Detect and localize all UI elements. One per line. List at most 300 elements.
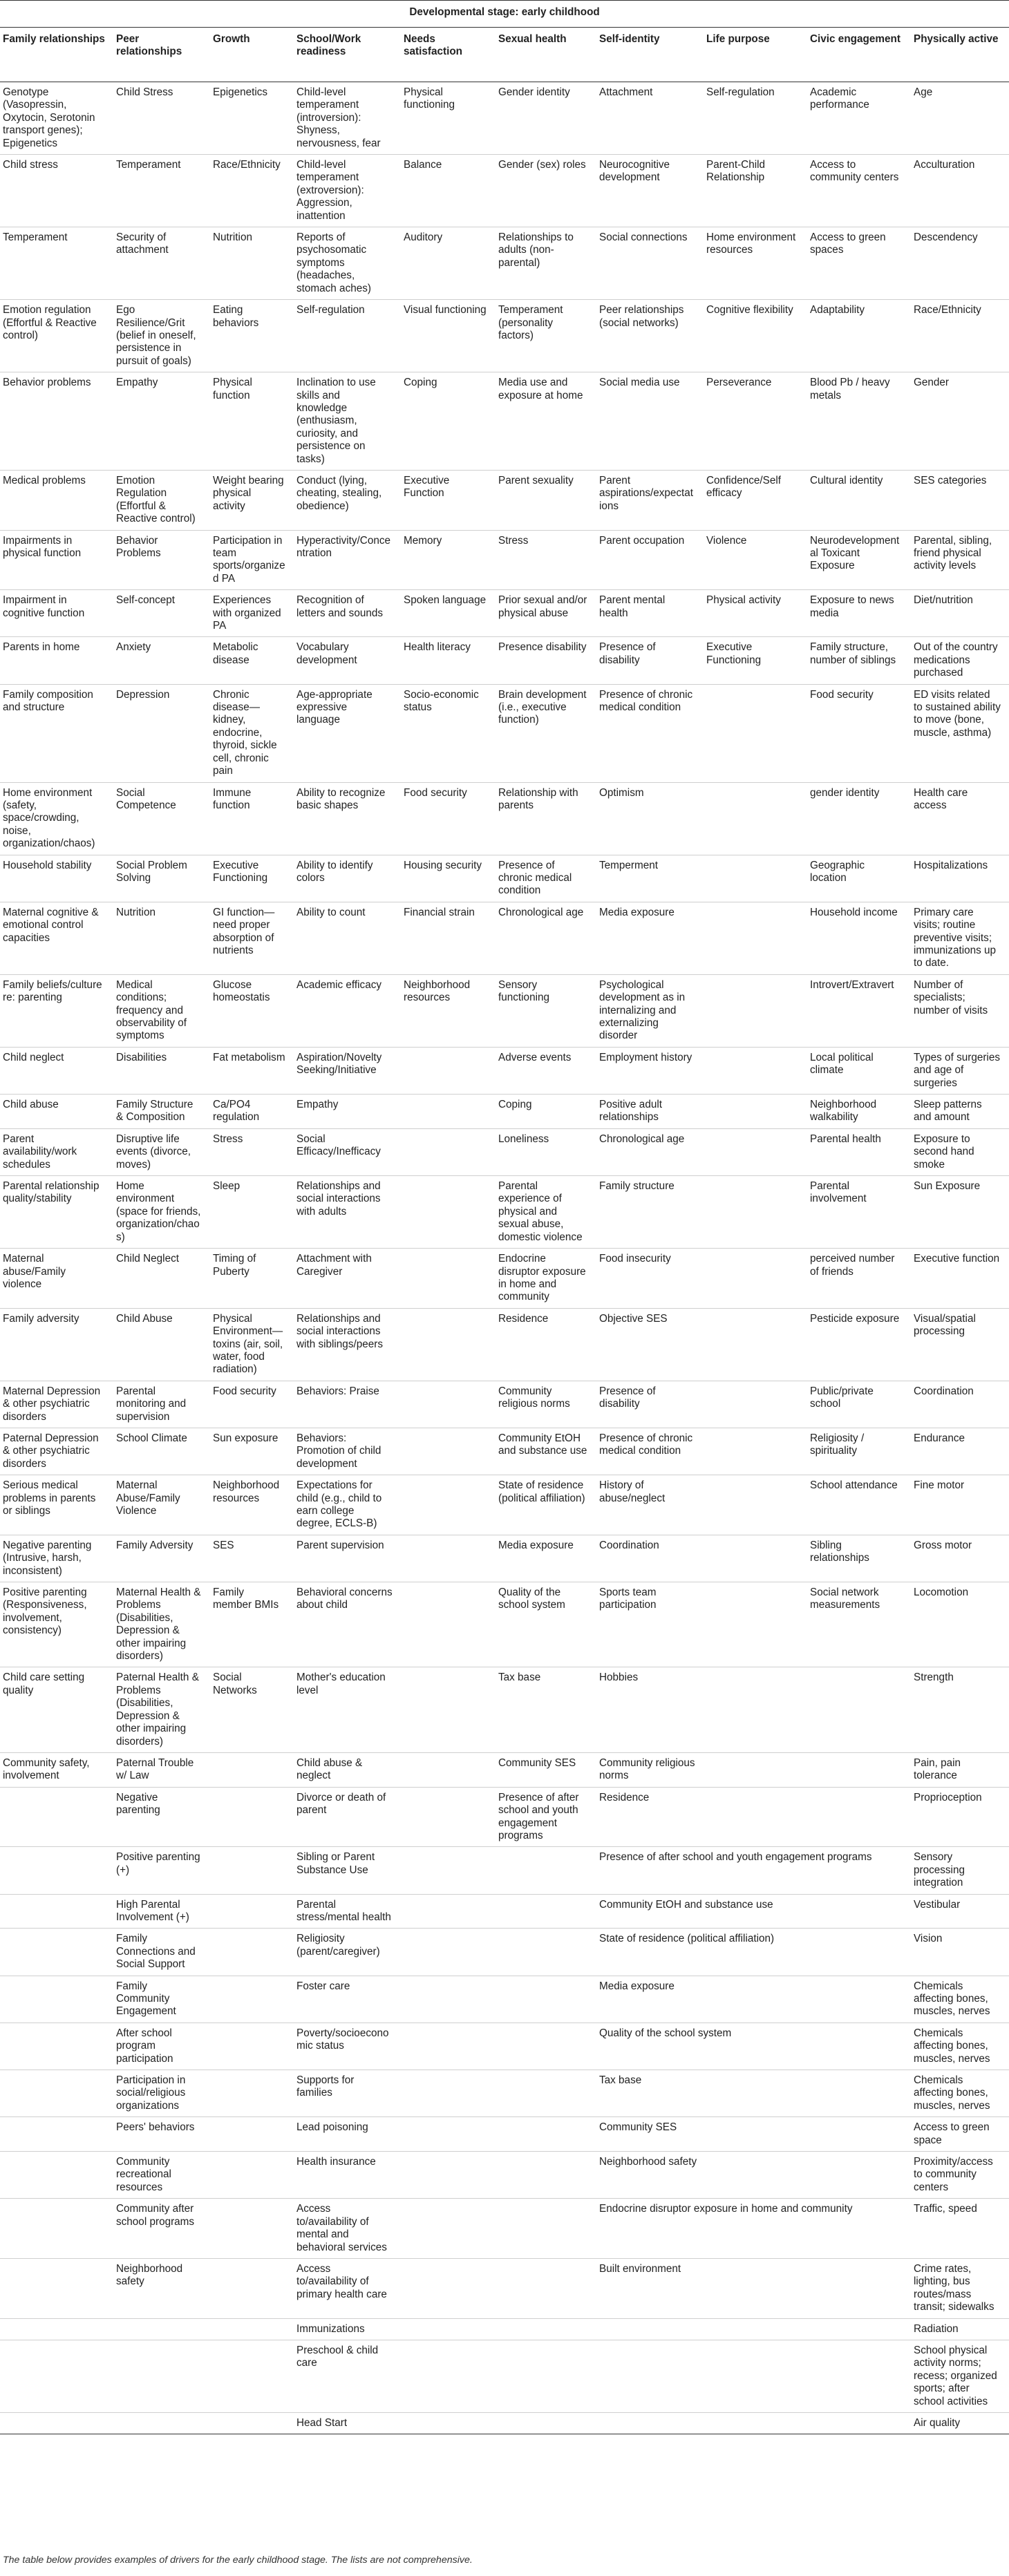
table-cell	[496, 1847, 596, 1894]
table-cell: Nutrition	[210, 227, 294, 300]
table-row	[0, 2023, 1009, 2070]
table-cell: gender identity	[807, 782, 911, 855]
table-cell: Ability to identify colors	[294, 855, 401, 902]
table-cell: Religiosity / spirituality	[807, 1428, 911, 1475]
table-cell: Peers' behaviors	[113, 2117, 210, 2152]
table-cell	[210, 1847, 294, 1894]
table-cell: Quality of the school system	[496, 1582, 596, 1667]
table-row	[0, 300, 1009, 372]
table-cell: Executive Functioning	[210, 855, 294, 902]
table-row	[0, 1428, 1009, 1475]
table-cell	[704, 1095, 807, 1129]
table-cell: Family structure, number of siblings	[807, 637, 911, 684]
table-cell	[113, 2340, 210, 2412]
table-cell: Media use and exposure at home	[496, 372, 596, 471]
table-cell: Optimism	[596, 782, 704, 855]
table-cell: Glucose homeostatis	[210, 974, 294, 1047]
table-cell	[210, 2070, 294, 2117]
table-cell: Metabolic disease	[210, 637, 294, 684]
table-cell: Physical activity	[704, 590, 807, 637]
table-cell: Crime rates, lighting, bus routes/mass transit; sidewalks	[911, 2258, 1009, 2318]
table-cell: Behaviors: Promotion of child development	[294, 1428, 401, 1475]
table-cell: Balance	[401, 155, 496, 227]
table-cell	[704, 1428, 807, 1475]
table-cell	[704, 1308, 807, 1381]
table-cell: Strength	[911, 1667, 1009, 1752]
table-cell: Endocrine disruptor exposure in home and community	[596, 2199, 911, 2259]
table-cell: Reports of psychosomatic symptoms (headaches, stomach aches)	[294, 227, 401, 300]
table-row	[0, 2117, 1009, 2152]
table-cell: Executive Function	[401, 470, 496, 530]
table-row	[0, 1128, 1009, 1175]
table-cell: Vocabulary development	[294, 637, 401, 684]
table-cell: Eating behaviors	[210, 300, 294, 372]
table-row	[0, 1976, 1009, 2023]
table-cell: Community recreational resources	[113, 2152, 210, 2199]
table-cell: Physical functioning	[401, 82, 496, 155]
table-cell: Sleep	[210, 1176, 294, 1249]
table-cell: Media exposure	[496, 1535, 596, 1582]
table-cell: Stress	[496, 530, 596, 590]
table-cell: Parental health	[807, 1128, 911, 1175]
table-cell: Physical function	[210, 372, 294, 471]
table-cell: Vision	[911, 1929, 1009, 1976]
table-cell: Age-appropriate expressive language	[294, 684, 401, 782]
table-cell: Presence of after school and youth engagement programs	[596, 1847, 911, 1894]
table-cell: Family structure	[596, 1176, 704, 1249]
column-header: Civic engagement	[807, 28, 911, 82]
table-row	[0, 1667, 1009, 1752]
table-cell: Disruptive life events (divorce, moves)	[113, 1128, 210, 1175]
table-cell: Hyperactivity/Concentration	[294, 530, 401, 590]
table-cell: Family adversity	[0, 1308, 113, 1381]
table-cell: Acculturation	[911, 155, 1009, 227]
table-cell	[401, 2070, 496, 2117]
table-cell: Gender identity	[496, 82, 596, 155]
table-cell: Sun Exposure	[911, 1176, 1009, 1249]
table-cell	[704, 1535, 807, 1582]
table-row	[0, 974, 1009, 1047]
table-cell: Hobbies	[596, 1667, 704, 1752]
table-cell: Recognition of letters and sounds	[294, 590, 401, 637]
table-cell	[210, 2258, 294, 2318]
table-cell: Parental, sibling, friend physical activity levels	[911, 530, 1009, 590]
table-cell	[704, 2318, 807, 2340]
table-cell: Coordination	[596, 1535, 704, 1582]
table-cell: Chemicals affecting bones, muscles, nerves	[911, 1976, 1009, 2023]
table-cell: Behavior problems	[0, 372, 113, 471]
table-cell: Negative parenting	[113, 1787, 210, 1847]
table-cell: Fine motor	[911, 1475, 1009, 1535]
table-cell: Empathy	[294, 1095, 401, 1129]
table-cell: Out of the country medications purchased	[911, 637, 1009, 684]
table-cell: Home environment (safety, space/crowding, noise, organization/chaos)	[0, 782, 113, 855]
table-cell	[807, 2340, 911, 2412]
table-cell: Parent supervision	[294, 1535, 401, 1582]
table-cell: Parent mental health	[596, 590, 704, 637]
table-cell: Foster care	[294, 1976, 401, 2023]
table-cell: Social Networks	[210, 1667, 294, 1752]
table-cell: Emotion Regulation (Effortful & Reactive control)	[113, 470, 210, 530]
table-cell: Self-regulation	[294, 300, 401, 372]
table-cell: Chemicals affecting bones, muscles, nerves	[911, 2023, 1009, 2070]
table-cell: Presence of disability	[596, 637, 704, 684]
table-cell: Community safety, involvement	[0, 1752, 113, 1787]
table-row	[0, 855, 1009, 902]
table-row	[0, 2070, 1009, 2117]
table-cell: Community EtOH and substance use	[496, 1428, 596, 1475]
table-cell: Temperament	[0, 227, 113, 300]
table-cell	[0, 2258, 113, 2318]
table-cell: Gross motor	[911, 1535, 1009, 1582]
table-cell: High Parental Involvement (+)	[113, 1894, 210, 1929]
table-cell	[401, 1894, 496, 1929]
table-cell	[401, 1535, 496, 1582]
table-cell: Immunizations	[294, 2318, 401, 2340]
table-cell: Radiation	[911, 2318, 1009, 2340]
table-cell: Parent aspirations/expectations	[596, 470, 704, 530]
table-row	[0, 902, 1009, 974]
table-row	[0, 1249, 1009, 1309]
table-cell: Paternal Health & Problems (Disabilities, Depression & other impairing disorders)	[113, 1667, 210, 1752]
table-row	[0, 2199, 1009, 2259]
table-cell: Housing security	[401, 855, 496, 902]
table-cell	[0, 2023, 113, 2070]
column-header: Life purpose	[704, 28, 807, 82]
table-cell: Attachment	[596, 82, 704, 155]
table-cell: Presence of after school and youth engagement programs	[496, 1787, 596, 1847]
table-cell: Anxiety	[113, 637, 210, 684]
table-cell	[113, 2318, 210, 2340]
table-cell: Loneliness	[496, 1128, 596, 1175]
table-cell: Gender	[911, 372, 1009, 471]
table-cell: Parent sexuality	[496, 470, 596, 530]
table-cell	[807, 1752, 911, 1787]
table-cell: Neighborhood walkability	[807, 1095, 911, 1129]
table-cell	[0, 1976, 113, 2023]
table-cell: Community after school programs	[113, 2199, 210, 2259]
table-cell: SES	[210, 1535, 294, 1582]
table-cell	[704, 1667, 807, 1752]
table-row	[0, 2412, 1009, 2434]
table-cell: Auditory	[401, 227, 496, 300]
table-cell	[704, 782, 807, 855]
table-cell: Social Problem Solving	[113, 855, 210, 902]
table-cell	[401, 2412, 496, 2434]
table-cell	[210, 2023, 294, 2070]
table-cell: Positive adult relationships	[596, 1095, 704, 1129]
table-cell: Chronological age	[496, 902, 596, 974]
table-cell: Traffic, speed	[911, 2199, 1009, 2259]
table-cell	[704, 974, 807, 1047]
table-cell: Parent occupation	[596, 530, 704, 590]
table-cell: Family beliefs/culture re: parenting	[0, 974, 113, 1047]
table-cell: Sibling relationships	[807, 1535, 911, 1582]
table-cell	[401, 2199, 496, 2259]
table-cell: Medical problems	[0, 470, 113, 530]
table-cell: State of residence (political affiliation)	[496, 1475, 596, 1535]
table-row	[0, 1752, 1009, 1787]
table-cell: Social connections	[596, 227, 704, 300]
table-cell: Child-level temperament (introversion): Shyness, nervousness, fear	[294, 82, 401, 155]
table-row	[0, 1787, 1009, 1847]
table-cell: Temperament (personality factors)	[496, 300, 596, 372]
table-cell: Quality of the school system	[596, 2023, 911, 2070]
table-cell: Poverty/socioeconomic status	[294, 2023, 401, 2070]
table-cell: Inclination to use skills and knowledge (enthusiasm, curiosity, and persistence on tasks)	[294, 372, 401, 471]
table-cell	[0, 2199, 113, 2259]
table-row	[0, 2152, 1009, 2199]
table-cell: State of residence (political affiliation)	[596, 1929, 911, 1976]
table-cell: School physical activity norms; recess; organized sports; after school activities	[911, 2340, 1009, 2412]
table-cell	[704, 2340, 807, 2412]
table-cell: Introvert/Extravert	[807, 974, 911, 1047]
table-cell: Proximity/access to community centers	[911, 2152, 1009, 2199]
table-row	[0, 470, 1009, 530]
table-cell: Positive parenting (+)	[113, 1847, 210, 1894]
table-cell: Sensory functioning	[496, 974, 596, 1047]
table-cell: Family Community Engagement	[113, 1976, 210, 2023]
table-cell: Household stability	[0, 855, 113, 902]
table-cell: Timing of Puberty	[210, 1249, 294, 1309]
table-cell: Food security	[401, 782, 496, 855]
table-cell: Health care access	[911, 782, 1009, 855]
table-cell: Nutrition	[113, 902, 210, 974]
table-cell: Expectations for child (e.g., child to earn college degree, ECLS-B)	[294, 1475, 401, 1535]
table-cell: ED visits related to sustained ability to move (bone, muscle, asthma)	[911, 684, 1009, 782]
table-cell: Prior sexual and/or physical abuse	[496, 590, 596, 637]
table-cell: Participation in social/religious organizations	[113, 2070, 210, 2117]
table-cell	[0, 2152, 113, 2199]
table-cell: Memory	[401, 530, 496, 590]
table-cell: Visual functioning	[401, 300, 496, 372]
table-cell: Disabilities	[113, 1047, 210, 1094]
table-cell	[401, 1929, 496, 1976]
table-cell: Chemicals affecting bones, muscles, nerves	[911, 2070, 1009, 2117]
table-cell: Head Start	[294, 2412, 401, 2434]
table-cell	[401, 1976, 496, 2023]
table-cell	[401, 2152, 496, 2199]
table-cell: Positive parenting (Responsiveness, involvement, consistency)	[0, 1582, 113, 1667]
table-cell: Parent-Child Relationship	[704, 155, 807, 227]
table-cell: Home environment resources	[704, 227, 807, 300]
table-cell: GI function—need proper absorption of nutrients	[210, 902, 294, 974]
table-cell: Maternal cognitive & emotional control capacities	[0, 902, 113, 974]
table-cell: Self-concept	[113, 590, 210, 637]
table-cell: Neurodevelopmental Toxicant Exposure	[807, 530, 911, 590]
table-cell	[210, 2340, 294, 2412]
table-cell: Types of surgeries and age of surgeries	[911, 1047, 1009, 1094]
table-cell	[0, 2412, 113, 2434]
table-row	[0, 2340, 1009, 2412]
table-cell	[704, 1752, 807, 1787]
table-cell	[0, 2318, 113, 2340]
table-row	[0, 637, 1009, 684]
table-cell: Number of specialists; number of visits	[911, 974, 1009, 1047]
table-cell: Family Adversity	[113, 1535, 210, 1582]
table-cell	[401, 1428, 496, 1475]
table-cell: Maternal abuse/Family violence	[0, 1249, 113, 1309]
table-cell: Child Abuse	[113, 1308, 210, 1381]
table-cell: Maternal Abuse/Family Violence	[113, 1475, 210, 1535]
table-cell: Community SES	[596, 2117, 911, 2152]
table-cell: Access to community centers	[807, 155, 911, 227]
table-cell: Temperment	[596, 855, 704, 902]
table-row	[0, 782, 1009, 855]
table-cell: Adverse events	[496, 1047, 596, 1094]
table-cell	[401, 2318, 496, 2340]
table-cell	[401, 1381, 496, 1428]
table-cell: Sports team participation	[596, 1582, 704, 1667]
table-cell: Exposure to second hand smoke	[911, 1128, 1009, 1175]
table-cell: Neurocognitive development	[596, 155, 704, 227]
table-cell: Access to/availability of primary health care	[294, 2258, 401, 2318]
table-cell	[496, 2412, 596, 2434]
table-cell	[807, 2318, 911, 2340]
table-cell: Visual/spatial processing	[911, 1308, 1009, 1381]
table-cell	[401, 1582, 496, 1667]
table-cell: Security of attachment	[113, 227, 210, 300]
table-row	[0, 1475, 1009, 1535]
table-cell	[704, 1249, 807, 1309]
table-cell: Medical conditions; frequency and observability of symptoms	[113, 974, 210, 1047]
column-header: School/Work readiness	[294, 28, 401, 82]
table-header	[0, 1, 1009, 82]
table-cell: Ability to count	[294, 902, 401, 974]
table-cell	[0, 1847, 113, 1894]
table-row	[0, 1176, 1009, 1249]
table-cell: Chronological age	[596, 1128, 704, 1175]
table-cell	[704, 684, 807, 782]
table-row	[0, 1847, 1009, 1894]
table-cell: Behavior Problems	[113, 530, 210, 590]
table-cell: Impairment in cognitive function	[0, 590, 113, 637]
table-cell: Air quality	[911, 2412, 1009, 2434]
table-cell: Emotion regulation (Effortful & Reactive control)	[0, 300, 113, 372]
table-cell: Age	[911, 82, 1009, 155]
table-cell: Parents in home	[0, 637, 113, 684]
table-cell: Family composition and structure	[0, 684, 113, 782]
table-cell	[401, 1095, 496, 1129]
table-cell	[704, 902, 807, 974]
table-cell: Endocrine disruptor exposure in home and community	[496, 1249, 596, 1309]
table-cell: Stress	[210, 1128, 294, 1175]
table-row	[0, 82, 1009, 155]
column-header: Family relationships	[0, 28, 113, 82]
table-cell: Participation in team sports/organized PA	[210, 530, 294, 590]
table-cell	[401, 1308, 496, 1381]
table-cell: Academic performance	[807, 82, 911, 155]
table-row	[0, 1582, 1009, 1667]
table-cell: Parent availability/work schedules	[0, 1128, 113, 1175]
table-cell: Access to green space	[911, 2117, 1009, 2152]
table-cell	[0, 1929, 113, 1976]
table-cell	[0, 2117, 113, 2152]
table-cell: Hospitalizations	[911, 855, 1009, 902]
table-cell	[210, 1787, 294, 1847]
table-cell: Social Efficacy/Inefficacy	[294, 1128, 401, 1175]
table-cell: Local political climate	[807, 1047, 911, 1094]
table-cell: Executive function	[911, 1249, 1009, 1309]
table-cell: Coping	[496, 1095, 596, 1129]
table-cell	[496, 2199, 596, 2259]
table-cell	[496, 2318, 596, 2340]
table-cell	[496, 1894, 596, 1929]
table-cell: Epigenetics	[210, 82, 294, 155]
table-cell: Conduct (lying, cheating, stealing, obedience)	[294, 470, 401, 530]
table-cell: Paternal Depression & other psychiatric disorders	[0, 1428, 113, 1475]
table-cell: Supports for families	[294, 2070, 401, 2117]
table-cell: perceived number of friends	[807, 1249, 911, 1309]
table-cell: History of abuse/neglect	[596, 1475, 704, 1535]
table-cell	[401, 2117, 496, 2152]
table-cell: Child care setting quality	[0, 1667, 113, 1752]
table-cell: Socio-economic status	[401, 684, 496, 782]
table-row	[0, 1095, 1009, 1129]
table-cell: Experiences with organized PA	[210, 590, 294, 637]
table-cell: Divorce or death of parent	[294, 1787, 401, 1847]
table-cell: Serious medical problems in parents or siblings	[0, 1475, 113, 1535]
table-cell: Residence	[496, 1308, 596, 1381]
table-cell	[496, 1976, 596, 2023]
table-row	[0, 155, 1009, 227]
table-cell: Impairments in physical function	[0, 530, 113, 590]
table-cell: Adaptability	[807, 300, 911, 372]
table-cell: Exposure to news media	[807, 590, 911, 637]
table-cell	[401, 1667, 496, 1752]
table-cell: Family Connections and Social Support	[113, 1929, 210, 1976]
stage-header: Developmental stage: early childhood	[0, 1, 1009, 28]
table-cell: Weight bearing physical activity	[210, 470, 294, 530]
table-cell: Peer relationships (social networks)	[596, 300, 704, 372]
table-cell: Residence	[596, 1787, 704, 1847]
table-cell: Social media use	[596, 372, 704, 471]
table-row	[0, 2318, 1009, 2340]
table-cell	[704, 1787, 807, 1847]
table-cell: Empathy	[113, 372, 210, 471]
table-cell: Presence of chronic medical condition	[596, 1428, 704, 1475]
table-cell: SES categories	[911, 470, 1009, 530]
table-cell: Child neglect	[0, 1047, 113, 1094]
table-cell: Cultural identity	[807, 470, 911, 530]
table-cell: Child Stress	[113, 82, 210, 155]
table-cell: Depression	[113, 684, 210, 782]
table-cell	[210, 2412, 294, 2434]
table-cell: Behaviors: Praise	[294, 1381, 401, 1428]
table-cell: Pesticide exposure	[807, 1308, 911, 1381]
table-cell: Vestibular	[911, 1894, 1009, 1929]
table-cell	[596, 2340, 704, 2412]
table-cell: Public/private school	[807, 1381, 911, 1428]
column-header-row	[0, 28, 1009, 82]
table-cell	[0, 2070, 113, 2117]
table-cell: Brain development (i.e., executive function)	[496, 684, 596, 782]
table-cell: Child abuse & neglect	[294, 1752, 401, 1787]
table-cell	[113, 2412, 210, 2434]
table-row	[0, 1047, 1009, 1094]
table-cell: Child abuse	[0, 1095, 113, 1129]
table-cell: Relationships to adults (non-parental)	[496, 227, 596, 300]
table-cell: Community religious norms	[496, 1381, 596, 1428]
table-cell	[496, 2152, 596, 2199]
table-cell: Social Competence	[113, 782, 210, 855]
table-cell	[210, 1929, 294, 1976]
table-cell: Relationships and social interactions with siblings/peers	[294, 1308, 401, 1381]
table-cell: Ability to recognize basic shapes	[294, 782, 401, 855]
table-cell: Temperament	[113, 155, 210, 227]
table-cell: School Climate	[113, 1428, 210, 1475]
table-cell	[0, 1787, 113, 1847]
